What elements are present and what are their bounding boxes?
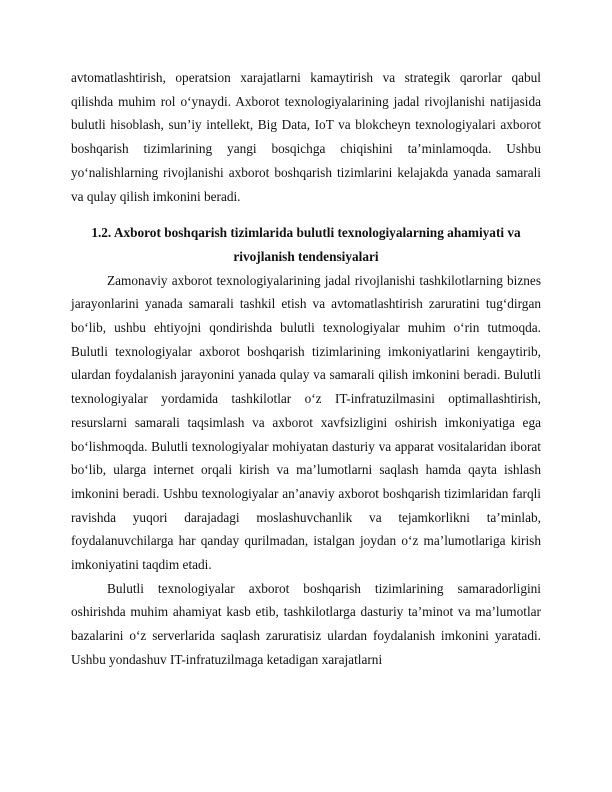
section-heading: 1.2. Axborot boshqarish tizimlarida bulutli texnologiyalarning ahamiyati va rivojlanish tendensiyalari [91,225,521,264]
paragraph-1: Zamonaviy axborot texnologiyalarining jadal rivojlanishi tashkilotlarning biznes jarayonlarini yanada samarali tashkil etish va avtomatlashtirish zaruratini tug‘dirgan bo‘lib, ushbu ehtiyojni qondirishda bulutli texnologiyalar muhim o‘rin tutmoqda. Bulutli texnologiyalar axborot boshqarish tizimlarining imkoniyatlarini kengaytirib, ulardan foydalanish jarayonini yanada qulay va samarali qilish imkonini beradi. Bulutli texnologiyalar yordamida tashkilotlar o‘z IT-infratuzilmasini optimallashtirish, resurslarni samarali taqsimlash va axborot xavfsizligini oshirish imkoniyatiga ega bo‘lishmoqda. Bulutli texnologiyalar mohiyatan dasturiy va apparat vositalaridan iborat bo‘lib, ularga internet orqali kirish va ma’lumotlarni saqlash hamda qayta ishlash imkonini beradi. Ushbu texnologiyalar an’anaviy axborot boshqarish tizimlaridan farqli ravishda yuqori darajadagi moslashuvchanlik va tejamkorlikni ta’minlab, foydalanuvchilarga har qanday qurilmadan, istalgan joydan o‘z ma’lumotlariga kirish imkoniyatini taqdim etadi. [71,272,541,573]
paragraph-intro: avtomatlashtirish, operatsion xarajatlarni kamaytirish va strategik qarorlar qabul qilishda muhim rol o‘ynaydi. Axborot texnologiyalarining jadal rivojlanishi natijasida bulutli hisoblash, sun’iy intellekt, Big Data, IoT va blokcheyn texnologiyalari axborot boshqarish tizimlarining yangi bosqichga chiqishini ta’minlamoqda. Ushbu yo‘nalishlarning rivojlanishi axborot boshqarish tizimlarini kelajakda yanada samarali va qulay qilish imkonini beradi. [71,70,541,204]
document-body [71,66,541,672]
paragraph-2: Bulutli texnologiyalar axborot boshqarish tizimlarining samaradorligini oshirishda muhim ahamiyat kasb etib, tashkilotlarga dasturiy ta’minot va ma’lumotlar bazalarini o‘z serverlarida saqlash zaruratisiz ulardan foydalanish imkonini yaratadi. Ushbu yondashuv IT-infratuzilmaga ketadigan xarajatlarni [71,580,541,667]
